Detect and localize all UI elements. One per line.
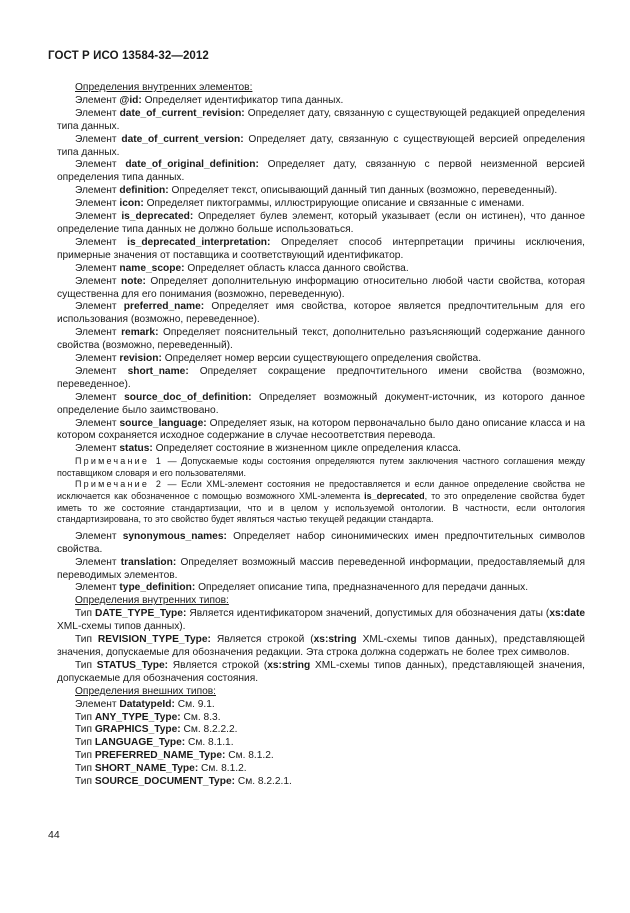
definition-prefix: Элемент [75, 262, 120, 274]
type-definitions [57, 608, 585, 685]
definition-prefix: Элемент [75, 391, 125, 403]
definition-text: Определяет номер версии существующего определения свойства. [161, 353, 482, 365]
definition-paragraph [57, 418, 585, 444]
definition-paragraph [57, 198, 585, 211]
definition-text: Определяет текст, описывающий данный тип данных (возможно, переведенный). [168, 185, 558, 197]
definition-paragraph [57, 699, 585, 712]
note-text: , то это определение свойства будет иметь то же состояние стандартизации, что и в целом у используемой онтологии. В частности, если онтология стандартизирована, то это свойство будет являться частью текущей редакции стандарта. [57, 491, 585, 525]
definition-prefix: Элемент [75, 556, 121, 568]
element-definitions-continued [57, 531, 585, 596]
definition-paragraph [57, 557, 585, 583]
definition-prefix: Тип [75, 711, 95, 723]
note-label: Примечание 1 [75, 456, 164, 467]
definition-term: REVISION_TYPE_Type: [97, 634, 211, 646]
note-term: is_deprecated [364, 491, 425, 502]
definition-term: source_language: [119, 417, 207, 429]
definition-prefix: Тип [75, 724, 95, 736]
definition-prefix: Элемент [75, 133, 122, 145]
definition-prefix: Элемент [75, 698, 120, 710]
definition-paragraph [57, 712, 585, 725]
definition-text: XML-схемы типов данных). [57, 621, 186, 633]
definition-term: date_of_current_version: [121, 133, 244, 145]
definition-text: XML-схемы типов данных), представляющей значения, допускаемые для обозначения состояния. [57, 659, 586, 684]
external-type-definitions [57, 699, 585, 789]
definition-text: Определяет идентификатор типа данных. [141, 94, 344, 106]
definition-text: См. 9.1. [174, 698, 215, 710]
definition-paragraph [57, 276, 585, 302]
page-body [57, 82, 585, 789]
definition-paragraph [57, 582, 585, 595]
definition-paragraph [57, 211, 585, 237]
definition-term: note: [121, 275, 146, 287]
type-paragraph [57, 634, 585, 660]
definition-text: Определяет способ интерпретации причины исключения, примерные значения от поставщика и соответствующий идентификатор. [57, 236, 586, 261]
definition-text: См. 8.2.2.1. [235, 776, 292, 788]
definition-text: XML-схемы типов данных), представляющей значения, допускаемые для обозначения редакции. Эта строка должна содержать не более трех символов. [57, 634, 585, 658]
definition-text: Определяет область класса данного свойства. [184, 262, 409, 274]
definition-prefix: Тип [75, 608, 96, 620]
xsd-type: xs:string [267, 659, 311, 671]
definition-term: ANY_TYPE_Type: [94, 711, 181, 723]
definition-term: preferred_name: [123, 301, 205, 313]
definition-prefix: Элемент [75, 236, 128, 248]
definition-prefix: Элемент [75, 107, 120, 119]
definition-prefix: Элемент [75, 159, 126, 171]
definition-term: PREFERRED_NAME_Type: [94, 750, 226, 762]
section-heading-internal-elements: Определения внутренних элементов: [75, 82, 253, 93]
definition-text: Определяет состояние в жизненном цикле определения класса. [152, 443, 461, 455]
section-heading-external-types: Определения внешних типов: [75, 685, 216, 697]
definition-term: date_of_current_revision: [119, 107, 245, 119]
definition-prefix: Элемент [75, 275, 121, 287]
definition-text: Определяет дату, связанную с первой неизменной версией определения типа данных. [57, 159, 586, 184]
definition-prefix: Тип [75, 750, 95, 762]
definition-term: DATE_TYPE_Type: [95, 608, 187, 620]
definition-paragraph [57, 737, 585, 750]
definition-paragraph [57, 353, 585, 366]
definition-term: GRAPHICS_Type: [94, 724, 181, 736]
definition-term: revision: [119, 353, 162, 365]
document-header: ГОСТ Р ИСО 13584-32—2012 [48, 50, 209, 62]
definition-prefix: Элемент [75, 198, 120, 210]
definition-text: Определяет имя свойства, которое является предпочтительным для его использования (возможно, переведенное). [57, 301, 585, 326]
definition-term: LANGUAGE_Type: [94, 737, 186, 749]
definition-paragraph [57, 237, 585, 263]
definition-text: Определяет дату, связанную с существующей версией определения типа данных. [57, 133, 585, 158]
definition-text: См. 8.1.1. [185, 737, 234, 749]
definition-term: synonymous_names: [122, 530, 227, 542]
definition-paragraph [57, 327, 585, 353]
definition-prefix: Элемент [75, 417, 120, 429]
definition-prefix: Элемент [75, 582, 120, 594]
definition-paragraph [57, 531, 585, 557]
definition-text: Определяет пояснительный текст, дополнительно разъясняющий содержание данного свойства (возможно, переведенный). [57, 327, 585, 352]
element-definitions [57, 95, 585, 456]
definition-text: Определяет пиктограммы, иллюстрирующие описание и связанные с именами. [143, 198, 525, 210]
note-2 [57, 479, 585, 525]
xsd-type: xs:string [313, 634, 357, 646]
definition-term: definition: [119, 185, 169, 197]
definition-term: is_deprecated: [121, 211, 194, 223]
definition-text: Определяет язык, на котором первоначально было дано описание класса и на котором сохраняется исходное содержание в случае несоответствия перевода. [57, 417, 585, 442]
definition-prefix: Элемент [75, 211, 122, 223]
definition-prefix: Элемент [75, 94, 120, 106]
definition-term: remark: [121, 327, 159, 339]
definition-term: translation: [120, 556, 177, 568]
definition-term: is_deprecated_interpretation: [127, 236, 271, 248]
definition-text: См. 8.1.2. [225, 750, 274, 762]
definition-prefix: Тип [75, 659, 97, 671]
definition-prefix: Тип [75, 776, 95, 788]
definition-term: STATUS_Type: [96, 659, 169, 671]
definition-term: date_of_original_definition: [125, 159, 259, 171]
definition-text: Определяет возможный документ-источник, из которого данное определение было заимствовано. [57, 391, 586, 416]
definition-term: DatatypeId: [119, 698, 175, 710]
definition-paragraph [57, 443, 585, 456]
definition-text: См. 8.1.2. [198, 763, 247, 775]
definition-prefix: Элемент [75, 530, 123, 542]
definition-text: См. 8.2.2.2. [180, 724, 238, 736]
definition-term: short_name: [127, 365, 189, 377]
definition-paragraph [57, 108, 585, 134]
definition-paragraph [57, 763, 585, 776]
definition-text: Определяет дополнительную информацию относительно любой части свойства, которая существенна для его понимания (возможно, переведенную). [57, 275, 586, 300]
definition-term: status: [119, 443, 153, 455]
definition-paragraph [57, 724, 585, 737]
definition-paragraph [57, 776, 585, 789]
definition-prefix: Элемент [75, 327, 122, 339]
definition-term: SHORT_NAME_Type: [94, 763, 199, 775]
type-paragraph [57, 660, 585, 686]
definition-text: Определяет описание типа, предназначенного для передачи данных. [195, 582, 529, 594]
definition-term: icon: [119, 198, 144, 210]
definition-term: name_scope: [119, 262, 185, 274]
definition-paragraph [57, 750, 585, 763]
definition-prefix: Элемент [75, 353, 120, 365]
definition-paragraph [57, 134, 585, 160]
definition-prefix: Элемент [75, 301, 124, 313]
section-heading-internal-types: Определения внутренних типов: [75, 595, 229, 607]
definition-prefix: Тип [75, 763, 95, 775]
definition-text: Определяет возможный массив переведенной информации, предоставляемый для переводимых элементов. [57, 556, 585, 581]
definition-prefix: Элемент [75, 185, 120, 197]
definition-text: Определяет сокращение предпочтительного имени свойства (возможно, переведенное). [57, 365, 585, 390]
definition-prefix: Тип [75, 634, 98, 646]
definition-term: source_doc_of_definition: [124, 391, 252, 403]
note-label: Примечание 2 [75, 479, 164, 490]
definition-text: Определяет булев элемент, который указывает (если он истинен), что данное определение типа данных не должно больше использоваться. [57, 211, 586, 235]
definition-paragraph [57, 185, 585, 198]
definition-paragraph [57, 95, 585, 108]
definition-paragraph [57, 263, 585, 276]
definition-prefix: Элемент [75, 443, 120, 455]
definition-term: @id: [119, 94, 142, 106]
note-1 [57, 456, 585, 479]
definition-paragraph [57, 392, 585, 418]
definition-term: SOURCE_DOCUMENT_Type: [94, 776, 235, 788]
note-text: — Допускаемые коды состояния определяются путем заключения частного соглашения между поставщиком словаря и его пользователями. [57, 456, 586, 478]
type-paragraph [57, 608, 585, 634]
definition-text: Является строкой ( [168, 659, 268, 671]
definition-term: type_definition: [119, 582, 196, 594]
definition-text: Является строкой ( [210, 634, 314, 646]
definition-paragraph [57, 301, 585, 327]
note-text: — Если XML-элемент состояния не предоставляется и если данное определение свойства не исключается как обозначенное с помощью возможного XML-элемента [57, 479, 585, 502]
definition-paragraph [57, 366, 585, 392]
definition-text: Является идентификатором значений, допустимых для обозначения даты ( [186, 608, 550, 620]
definition-prefix: Элемент [75, 365, 128, 377]
definition-prefix: Тип [75, 737, 95, 749]
definition-text: Определяет дату, связанную с существующей редакцией определения типа данных. [57, 107, 585, 132]
xsd-type: xs:date [549, 608, 585, 620]
page-number: 44 [48, 829, 60, 841]
definition-paragraph [57, 159, 585, 185]
definition-text: Определяет набор синонимических имен предпочтительных символов свойства. [57, 530, 585, 555]
definition-text: См. 8.3. [180, 711, 221, 723]
